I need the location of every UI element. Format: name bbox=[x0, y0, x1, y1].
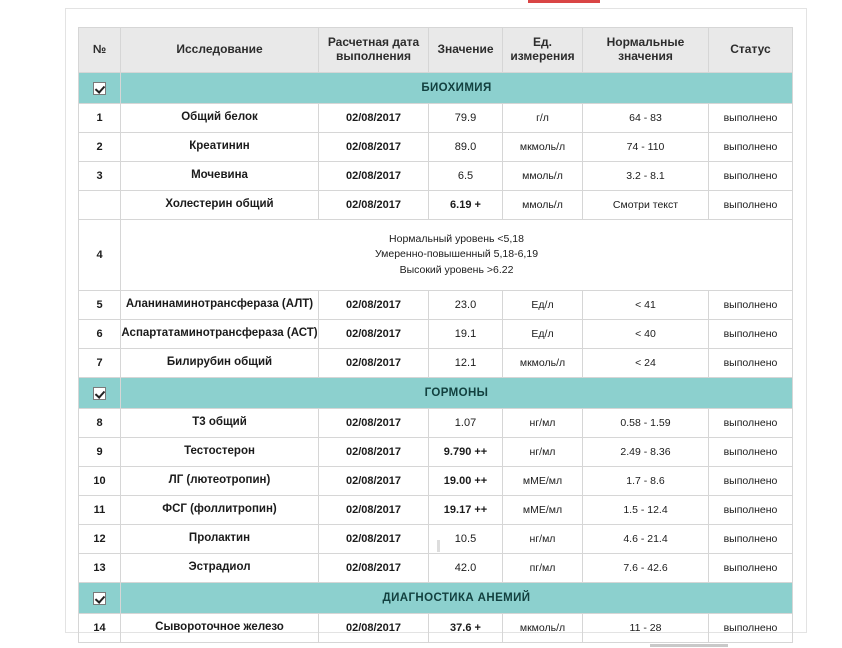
cell-unit: ммоль/л bbox=[503, 162, 583, 191]
cell-norm-range: 3.2 - 8.1 bbox=[583, 162, 709, 191]
cell-norm-range: 0.58 - 1.59 bbox=[583, 409, 709, 438]
group-label: ГОРМОНЫ bbox=[121, 378, 793, 409]
cell-norm-range: < 24 bbox=[583, 349, 709, 378]
cell-norm-range: Смотри текст bbox=[583, 191, 709, 220]
cell-date: 02/08/2017 bbox=[319, 291, 429, 320]
cell-value: 19.00 ++ bbox=[429, 467, 503, 496]
table-row bbox=[79, 525, 793, 554]
cell-number bbox=[79, 191, 121, 220]
cell-number: 5 bbox=[79, 291, 121, 320]
cell-date: 02/08/2017 bbox=[319, 349, 429, 378]
cell-unit: Ед/л bbox=[503, 291, 583, 320]
cell-unit: мкмоль/л bbox=[503, 614, 583, 643]
table-row bbox=[79, 320, 793, 349]
cell-unit: ммоль/л bbox=[503, 191, 583, 220]
cell-status: выполнено bbox=[709, 496, 793, 525]
cell-date: 02/08/2017 bbox=[319, 438, 429, 467]
table-row bbox=[79, 554, 793, 583]
cell-number: 4 bbox=[79, 220, 121, 291]
cell-value: 1.07 bbox=[429, 409, 503, 438]
cell-date: 02/08/2017 bbox=[319, 467, 429, 496]
cell-study-name: Мочевина bbox=[121, 162, 319, 191]
cell-number: 2 bbox=[79, 133, 121, 162]
table-row bbox=[79, 409, 793, 438]
note-line: Нормальный уровень <5,18 bbox=[389, 233, 524, 246]
cell-unit: мМЕ/мл bbox=[503, 467, 583, 496]
cell-status: выполнено bbox=[709, 133, 793, 162]
cell-unit: мкмоль/л bbox=[503, 133, 583, 162]
cell-study-name: Холестерин общий bbox=[121, 191, 319, 220]
cell-study-name: Аспартатаминотрансфераза (АСТ) bbox=[121, 320, 319, 349]
cell-number: 7 bbox=[79, 349, 121, 378]
cell-status: выполнено bbox=[709, 291, 793, 320]
checkbox-checked-icon[interactable] bbox=[93, 592, 106, 605]
cell-date: 02/08/2017 bbox=[319, 496, 429, 525]
cell-number: 9 bbox=[79, 438, 121, 467]
table-row bbox=[79, 162, 793, 191]
cell-status: выполнено bbox=[709, 104, 793, 133]
cell-unit: пг/мл bbox=[503, 554, 583, 583]
table-note-row bbox=[79, 220, 793, 291]
cell-unit: мкмоль/л bbox=[503, 349, 583, 378]
cell-norm-range: 7.6 - 42.6 bbox=[583, 554, 709, 583]
lab-results-table-wrapper bbox=[78, 27, 792, 643]
table-row bbox=[79, 467, 793, 496]
cell-norm-range: 1.7 - 8.6 bbox=[583, 467, 709, 496]
cell-study-name: Пролактин bbox=[121, 525, 319, 554]
cell-unit: Ед/л bbox=[503, 320, 583, 349]
cell-date: 02/08/2017 bbox=[319, 162, 429, 191]
cell-unit: нг/мл bbox=[503, 438, 583, 467]
cell-status: выполнено bbox=[709, 409, 793, 438]
table-row bbox=[79, 291, 793, 320]
top-red-marker bbox=[528, 0, 600, 3]
group-header-row bbox=[79, 583, 793, 614]
group-checkbox-cell[interactable] bbox=[79, 73, 121, 104]
cell-norm-range: 11 - 28 bbox=[583, 614, 709, 643]
cell-value: 9.790 ++ bbox=[429, 438, 503, 467]
group-label: БИОХИМИЯ bbox=[121, 73, 793, 104]
cell-status: выполнено bbox=[709, 320, 793, 349]
cell-norm-range: < 40 bbox=[583, 320, 709, 349]
cell-value: 89.0 bbox=[429, 133, 503, 162]
cell-status: выполнено bbox=[709, 525, 793, 554]
cell-norm-range: 64 - 83 bbox=[583, 104, 709, 133]
checkbox-checked-icon[interactable] bbox=[93, 82, 106, 95]
cell-date: 02/08/2017 bbox=[319, 614, 429, 643]
scroll-hint-marker bbox=[437, 540, 440, 552]
cell-study-name: Т3 общий bbox=[121, 409, 319, 438]
header-value: Значение bbox=[429, 28, 503, 73]
table-row bbox=[79, 496, 793, 525]
header-study: Исследование bbox=[121, 28, 319, 73]
cell-study-name: Креатинин bbox=[121, 133, 319, 162]
group-checkbox-cell[interactable] bbox=[79, 583, 121, 614]
cell-study-name: Сывороточное железо bbox=[121, 614, 319, 643]
table-header-row bbox=[79, 28, 793, 73]
cell-note bbox=[121, 220, 793, 291]
cell-number: 6 bbox=[79, 320, 121, 349]
cell-unit: нг/мл bbox=[503, 525, 583, 554]
cell-number: 13 bbox=[79, 554, 121, 583]
cell-norm-range: < 41 bbox=[583, 291, 709, 320]
cell-norm-range: 2.49 - 8.36 bbox=[583, 438, 709, 467]
table-row bbox=[79, 133, 793, 162]
table-row bbox=[79, 614, 793, 643]
cell-study-name: Тестостерон bbox=[121, 438, 319, 467]
cell-value: 23.0 bbox=[429, 291, 503, 320]
cell-date: 02/08/2017 bbox=[319, 104, 429, 133]
cell-status: выполнено bbox=[709, 614, 793, 643]
cell-value: 19.1 bbox=[429, 320, 503, 349]
cell-value: 19.17 ++ bbox=[429, 496, 503, 525]
cell-date: 02/08/2017 bbox=[319, 191, 429, 220]
cell-value: 6.5 bbox=[429, 162, 503, 191]
header-num: № bbox=[79, 28, 121, 73]
note-line: Высокий уровень >6.22 bbox=[399, 263, 514, 276]
cell-number: 12 bbox=[79, 525, 121, 554]
bottom-grey-marker bbox=[650, 644, 728, 647]
cell-number: 11 bbox=[79, 496, 121, 525]
cell-value: 42.0 bbox=[429, 554, 503, 583]
table-row bbox=[79, 191, 793, 220]
header-status: Статус bbox=[709, 28, 793, 73]
cell-date: 02/08/2017 bbox=[319, 554, 429, 583]
header-date: Расчетная дата выполнения bbox=[319, 28, 429, 73]
lab-results-table bbox=[78, 27, 793, 643]
cell-date: 02/08/2017 bbox=[319, 320, 429, 349]
header-unit: Ед. измерения bbox=[503, 28, 583, 73]
cell-status: выполнено bbox=[709, 467, 793, 496]
cell-number: 10 bbox=[79, 467, 121, 496]
cell-unit: мМЕ/мл bbox=[503, 496, 583, 525]
cell-date: 02/08/2017 bbox=[319, 409, 429, 438]
cell-study-name: Билирубин общий bbox=[121, 349, 319, 378]
table-row bbox=[79, 349, 793, 378]
cell-date: 02/08/2017 bbox=[319, 525, 429, 554]
cell-norm-range: 1.5 - 12.4 bbox=[583, 496, 709, 525]
cell-value: 12.1 bbox=[429, 349, 503, 378]
cell-number: 1 bbox=[79, 104, 121, 133]
cell-status: выполнено bbox=[709, 162, 793, 191]
cell-date: 02/08/2017 bbox=[319, 133, 429, 162]
cell-study-name: Аланинаминотрансфераза (АЛТ) bbox=[121, 291, 319, 320]
group-label: ДИАГНОСТИКА АНЕМИЙ bbox=[121, 583, 793, 614]
cell-status: выполнено bbox=[709, 349, 793, 378]
cell-study-name: ФСГ (фоллитропин) bbox=[121, 496, 319, 525]
header-norm: Нормальные значения bbox=[583, 28, 709, 73]
table-row bbox=[79, 438, 793, 467]
cell-number: 8 bbox=[79, 409, 121, 438]
cell-study-name: ЛГ (лютеотропин) bbox=[121, 467, 319, 496]
cell-norm-range: 4.6 - 21.4 bbox=[583, 525, 709, 554]
cell-norm-range: 74 - 110 bbox=[583, 133, 709, 162]
cell-value: 37.6 + bbox=[429, 614, 503, 643]
cell-number: 3 bbox=[79, 162, 121, 191]
cell-unit: г/л bbox=[503, 104, 583, 133]
cell-value: 79.9 bbox=[429, 104, 503, 133]
table-row bbox=[79, 104, 793, 133]
group-header-row bbox=[79, 73, 793, 104]
note-line: Умеренно-повышенный 5,18-6,19 bbox=[374, 248, 539, 261]
cell-unit: нг/мл bbox=[503, 409, 583, 438]
cell-value: 10.5 bbox=[429, 525, 503, 554]
cell-value: 6.19 + bbox=[429, 191, 503, 220]
table-head bbox=[79, 28, 793, 73]
group-checkbox-cell[interactable] bbox=[79, 378, 121, 409]
cell-status: выполнено bbox=[709, 438, 793, 467]
cell-status: выполнено bbox=[709, 191, 793, 220]
cell-study-name: Эстрадиол bbox=[121, 554, 319, 583]
table-body bbox=[79, 73, 793, 643]
cell-status: выполнено bbox=[709, 554, 793, 583]
cell-study-name: Общий белок bbox=[121, 104, 319, 133]
checkbox-checked-icon[interactable] bbox=[93, 387, 106, 400]
group-header-row bbox=[79, 378, 793, 409]
cell-number: 14 bbox=[79, 614, 121, 643]
